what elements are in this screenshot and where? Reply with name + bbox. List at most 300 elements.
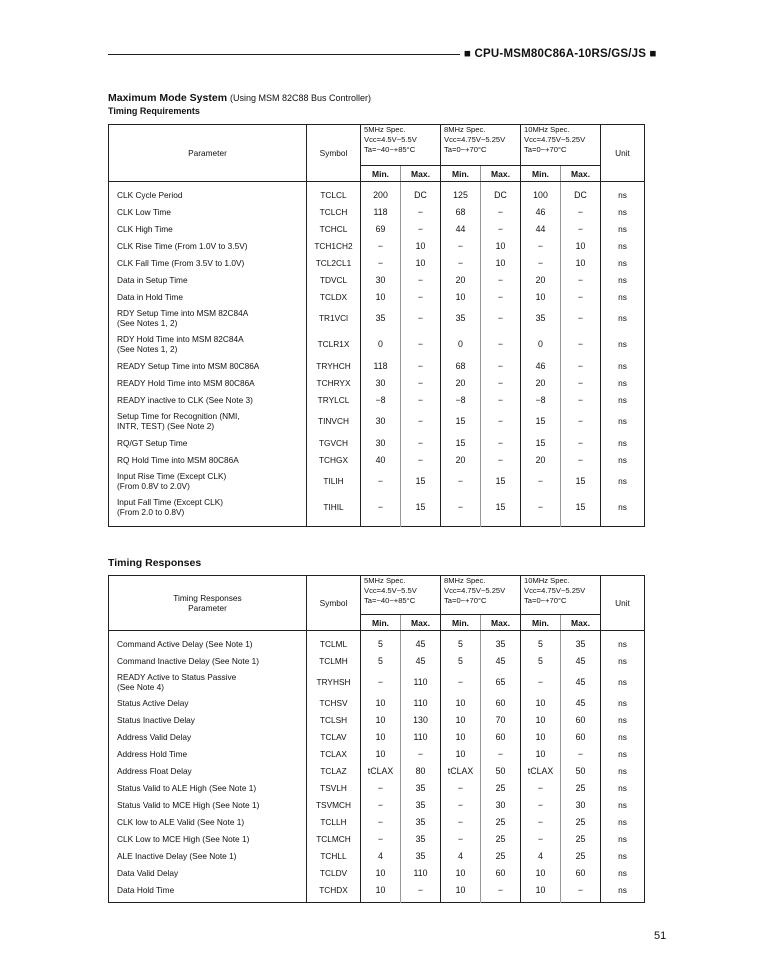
min-value-cell: 10 xyxy=(441,288,481,305)
parameter-cell xyxy=(109,468,307,494)
min-value-cell: 30 xyxy=(361,374,401,391)
spacer-cell xyxy=(401,898,441,903)
min-value-cell: 10 xyxy=(521,694,561,711)
symbol-cell: TCHDX xyxy=(307,881,361,898)
min-value-cell: − xyxy=(441,494,481,520)
spec-line: Ta=0~+70°C xyxy=(524,145,567,154)
max-header: Max. xyxy=(401,166,441,182)
max-value-cell: − xyxy=(401,881,441,898)
min-value-cell: 5 xyxy=(361,635,401,652)
parameter-cell xyxy=(109,288,307,305)
max-value-cell: − xyxy=(481,305,521,331)
max-value-cell: 130 xyxy=(401,711,441,728)
max-value-cell: 35 xyxy=(401,779,441,796)
symbol-cell: TDVCL xyxy=(307,271,361,288)
max-value-cell: 60 xyxy=(481,864,521,881)
spacer-cell xyxy=(481,520,521,527)
unit-cell: ns xyxy=(618,454,627,465)
max-value-cell: − xyxy=(481,203,521,220)
min-value-cell: 4 xyxy=(361,847,401,864)
parameter-cell xyxy=(109,357,307,374)
max-value-cell: − xyxy=(401,451,441,468)
symbol-cell: TIHIL xyxy=(307,494,361,520)
min-value-cell: 35 xyxy=(361,305,401,331)
max-value-cell: − xyxy=(561,203,601,220)
min-value-cell: 15 xyxy=(441,434,481,451)
page-number: 51 xyxy=(654,930,667,942)
spec-line: Vcc=4.5V~5.5V xyxy=(364,135,417,144)
symbol-cell: TCHCL xyxy=(307,220,361,237)
parameter-text: Data in Hold Time xyxy=(117,291,183,302)
symbol-cell: TCLCL xyxy=(307,186,361,203)
table-row xyxy=(109,434,645,451)
parameter-cell xyxy=(109,779,307,796)
unit-cell: ns xyxy=(618,437,627,448)
spacer-cell xyxy=(601,520,645,527)
max-value-cell: − xyxy=(401,408,441,434)
table-row xyxy=(109,451,645,468)
min-value-cell: 125 xyxy=(441,186,481,203)
parameter-cell xyxy=(109,652,307,669)
spec-line: 10MHz Spec. xyxy=(524,125,570,134)
min-value-cell: − xyxy=(361,669,401,694)
min-value-cell: 10 xyxy=(361,728,401,745)
symbol-cell: TCHLL xyxy=(307,847,361,864)
table-row xyxy=(109,357,645,374)
spec-header-8mhz xyxy=(441,125,521,166)
min-value-cell: 69 xyxy=(361,220,401,237)
min-value-cell: 118 xyxy=(361,203,401,220)
max-value-cell: 35 xyxy=(401,813,441,830)
spacer-cell xyxy=(361,898,401,903)
min-value-cell: tCLAX xyxy=(361,762,401,779)
min-value-cell: − xyxy=(441,779,481,796)
parameter-text: RQ/GT Setup Time xyxy=(117,437,188,448)
max-value-cell: 25 xyxy=(561,813,601,830)
max-header: Max. xyxy=(481,615,521,631)
timing-responses-table xyxy=(108,575,645,903)
max-value-cell: − xyxy=(481,408,521,434)
spec-line: Vcc=4.5V~5.5V xyxy=(364,586,417,595)
parameter-text: (From 0.8V to 2.0V) xyxy=(117,481,190,491)
max-value-cell: − xyxy=(401,220,441,237)
symbol-cell: TCLDX xyxy=(307,288,361,305)
table-row xyxy=(109,468,645,494)
max-value-cell: − xyxy=(481,881,521,898)
max-value-cell: − xyxy=(401,391,441,408)
max-value-cell: − xyxy=(481,271,521,288)
min-value-cell: − xyxy=(521,254,561,271)
max-value-cell: − xyxy=(481,391,521,408)
parameter-cell xyxy=(109,451,307,468)
min-value-cell: 15 xyxy=(521,408,561,434)
min-value-cell: − xyxy=(361,796,401,813)
timing-requirements-table xyxy=(108,124,645,527)
max-header: Max. xyxy=(401,615,441,631)
section-title-note: (Using MSM 82C88 Bus Controller) xyxy=(229,93,372,103)
unit-cell: ns xyxy=(618,850,627,861)
max-value-cell: 35 xyxy=(481,635,521,652)
spacer-cell xyxy=(441,520,481,527)
max-value-cell: 15 xyxy=(481,494,521,520)
max-value-cell: − xyxy=(561,357,601,374)
parameter-text: CLK Fall Time (From 3.5V to 1.0V) xyxy=(117,257,245,268)
unit-cell: ns xyxy=(618,655,627,666)
max-value-cell: − xyxy=(561,220,601,237)
max-value-cell: 25 xyxy=(561,847,601,864)
min-value-cell: 100 xyxy=(521,186,561,203)
min-value-cell: 0 xyxy=(361,331,401,357)
max-value-cell: − xyxy=(561,374,601,391)
parameter-cell xyxy=(109,237,307,254)
symbol-cell: TCLLH xyxy=(307,813,361,830)
min-value-cell: 30 xyxy=(361,434,401,451)
max-value-cell: − xyxy=(561,288,601,305)
max-value-cell: − xyxy=(401,271,441,288)
symbol-cell: TSVMCH xyxy=(307,796,361,813)
min-value-cell: − xyxy=(361,254,401,271)
unit-header: Unit xyxy=(601,576,645,631)
parameter-text: READY Active to Status Passive xyxy=(117,671,237,682)
spec-header-8mhz xyxy=(441,576,521,615)
unit-cell: ns xyxy=(618,257,627,268)
min-header: Min. xyxy=(521,166,561,182)
min-value-cell: 20 xyxy=(521,451,561,468)
table-row xyxy=(109,374,645,391)
spacer-cell xyxy=(307,898,361,903)
min-value-cell: 46 xyxy=(521,203,561,220)
parameter-cell xyxy=(109,331,307,357)
unit-cell: ns xyxy=(618,638,627,649)
max-value-cell: 45 xyxy=(481,652,521,669)
unit-cell: ns xyxy=(618,731,627,742)
min-header: Min. xyxy=(441,615,481,631)
parameter-cell xyxy=(109,796,307,813)
min-value-cell: − xyxy=(521,237,561,254)
max-value-cell: 45 xyxy=(561,669,601,694)
min-value-cell: 200 xyxy=(361,186,401,203)
min-value-cell: 4 xyxy=(521,847,561,864)
max-value-cell: 110 xyxy=(401,728,441,745)
min-value-cell: 20 xyxy=(521,271,561,288)
unit-cell: ns xyxy=(618,782,627,793)
unit-cell: ns xyxy=(618,697,627,708)
min-value-cell: − xyxy=(441,237,481,254)
table-row xyxy=(109,271,645,288)
max-value-cell: 15 xyxy=(481,468,521,494)
table-row xyxy=(109,652,645,669)
spec-line: 8MHz Spec. xyxy=(444,125,486,134)
parameter-text: Status Valid to MCE High (See Note 1) xyxy=(117,799,260,810)
table-row xyxy=(109,779,645,796)
min-value-cell: 10 xyxy=(521,288,561,305)
symbol-cell: TCLML xyxy=(307,635,361,652)
max-value-cell: 70 xyxy=(481,711,521,728)
section-title-text: Maximum Mode System xyxy=(108,92,228,104)
param-header: Parameter xyxy=(109,125,307,182)
symbol-cell: TGVCH xyxy=(307,434,361,451)
max-value-cell: DC xyxy=(561,186,601,203)
max-value-cell: 35 xyxy=(401,796,441,813)
min-value-cell: 10 xyxy=(361,881,401,898)
table-row xyxy=(109,391,645,408)
parameter-text: RQ Hold Time into MSM 80C86A xyxy=(117,454,239,465)
min-value-cell: 0 xyxy=(441,331,481,357)
max-value-cell: 60 xyxy=(561,728,601,745)
min-value-cell: 20 xyxy=(441,374,481,391)
table-row xyxy=(109,847,645,864)
unit-cell: ns xyxy=(618,765,627,776)
unit-cell: ns xyxy=(618,377,627,388)
param-header xyxy=(109,576,307,631)
spec-line: 10MHz Spec. xyxy=(524,576,570,585)
unit-cell: ns xyxy=(618,867,627,878)
table-row xyxy=(109,635,645,652)
symbol-cell: TRYHSH xyxy=(307,669,361,694)
min-value-cell: − xyxy=(361,830,401,847)
min-value-cell: − xyxy=(361,779,401,796)
max-value-cell: 25 xyxy=(481,779,521,796)
spacer-cell xyxy=(561,898,601,903)
symbol-cell: TCHRYX xyxy=(307,374,361,391)
symbol-cell: TCHGX xyxy=(307,451,361,468)
max-value-cell: 50 xyxy=(561,762,601,779)
max-value-cell: 30 xyxy=(481,796,521,813)
symbol-cell: TCLMH xyxy=(307,652,361,669)
min-value-cell: 30 xyxy=(361,271,401,288)
max-value-cell: DC xyxy=(481,186,521,203)
min-value-cell: 40 xyxy=(361,451,401,468)
parameter-text: Address Hold Time xyxy=(117,748,188,759)
min-value-cell: 10 xyxy=(441,881,481,898)
parameter-cell xyxy=(109,220,307,237)
min-value-cell: 5 xyxy=(521,652,561,669)
max-value-cell: 15 xyxy=(561,494,601,520)
spec-line: 8MHz Spec. xyxy=(444,576,486,585)
symbol-cell: TCLSH xyxy=(307,711,361,728)
min-value-cell: − xyxy=(361,494,401,520)
symbol-cell: TRYLCL xyxy=(307,391,361,408)
parameter-text: CLK low to ALE Valid (See Note 1) xyxy=(117,816,245,827)
symbol-cell: TCLDV xyxy=(307,864,361,881)
min-value-cell: 35 xyxy=(441,305,481,331)
parameter-text: Setup Time for Recognition (NMI, xyxy=(117,411,240,421)
parameter-text: (From 2.0 to 0.8V) xyxy=(117,507,185,517)
min-value-cell: 5 xyxy=(361,652,401,669)
table-row xyxy=(109,864,645,881)
spec-line: Ta=−40~+85°C xyxy=(364,596,416,605)
max-value-cell: − xyxy=(481,451,521,468)
max-value-cell: 45 xyxy=(561,652,601,669)
max-value-cell: 10 xyxy=(561,254,601,271)
table-row xyxy=(109,745,645,762)
max-value-cell: 10 xyxy=(561,237,601,254)
unit-header: Unit xyxy=(601,125,645,182)
max-value-cell: 45 xyxy=(401,635,441,652)
max-value-cell: − xyxy=(561,408,601,434)
table-row xyxy=(109,711,645,728)
max-value-cell: DC xyxy=(401,186,441,203)
spec-line: 5MHz Spec. xyxy=(364,576,406,585)
spec-line: Vcc=4.75V~5.25V xyxy=(524,135,586,144)
min-value-cell: − xyxy=(441,796,481,813)
table-row xyxy=(109,254,645,271)
symbol-cell: TCHSV xyxy=(307,694,361,711)
spacer-cell xyxy=(441,898,481,903)
header-rule xyxy=(108,54,460,55)
max-value-cell: 15 xyxy=(401,468,441,494)
min-value-cell: 5 xyxy=(521,635,561,652)
max-value-cell: − xyxy=(481,357,521,374)
max-value-cell: − xyxy=(481,220,521,237)
max-value-cell: 45 xyxy=(561,694,601,711)
parameter-text: Command Inactive Delay (See Note 1) xyxy=(117,655,260,666)
max-value-cell: 50 xyxy=(481,762,521,779)
min-value-cell: 44 xyxy=(521,220,561,237)
table-row xyxy=(109,494,645,520)
parameter-cell xyxy=(109,374,307,391)
max-value-cell: 10 xyxy=(401,254,441,271)
min-value-cell: 10 xyxy=(441,864,481,881)
parameter-cell xyxy=(109,881,307,898)
unit-cell: ns xyxy=(618,274,627,285)
symbol-cell: TCL2CL1 xyxy=(307,254,361,271)
parameter-cell xyxy=(109,408,307,434)
max-value-cell: 35 xyxy=(401,847,441,864)
min-value-cell: 68 xyxy=(441,357,481,374)
unit-cell: ns xyxy=(618,799,627,810)
unit-cell: ns xyxy=(618,339,627,349)
max-value-cell: − xyxy=(401,357,441,374)
symbol-cell: TINVCH xyxy=(307,408,361,434)
min-value-cell: − xyxy=(521,669,561,694)
parameter-text: CLK Cycle Period xyxy=(117,189,183,200)
min-value-cell: 15 xyxy=(521,434,561,451)
parameter-cell xyxy=(109,711,307,728)
min-value-cell: −8 xyxy=(521,391,561,408)
max-value-cell: 25 xyxy=(561,779,601,796)
min-value-cell: −8 xyxy=(441,391,481,408)
max-value-cell: 10 xyxy=(401,237,441,254)
max-header: Max. xyxy=(481,166,521,182)
max-value-cell: 35 xyxy=(401,830,441,847)
min-value-cell: − xyxy=(521,830,561,847)
parameter-cell xyxy=(109,864,307,881)
section-title-timing-responses: Timing Responses xyxy=(108,557,202,569)
min-value-cell: 5 xyxy=(441,652,481,669)
max-value-cell: − xyxy=(401,331,441,357)
table-row xyxy=(109,669,645,694)
max-value-cell: − xyxy=(481,434,521,451)
min-header: Min. xyxy=(361,615,401,631)
spec-line: Ta=0~+70°C xyxy=(524,596,567,605)
spec-line: Ta=0~+70°C xyxy=(444,596,487,605)
max-value-cell: 15 xyxy=(401,494,441,520)
min-value-cell: − xyxy=(521,779,561,796)
min-value-cell: − xyxy=(441,813,481,830)
parameter-cell xyxy=(109,830,307,847)
min-value-cell: 10 xyxy=(361,711,401,728)
symbol-cell: TCLAZ xyxy=(307,762,361,779)
spec-line: Vcc=4.75V~5.25V xyxy=(524,586,586,595)
max-value-cell: − xyxy=(561,305,601,331)
unit-cell: ns xyxy=(618,360,627,371)
unit-cell: ns xyxy=(618,223,627,234)
parameter-cell xyxy=(109,494,307,520)
min-value-cell: 10 xyxy=(361,694,401,711)
min-value-cell: − xyxy=(441,669,481,694)
min-header: Min. xyxy=(441,166,481,182)
parameter-cell xyxy=(109,434,307,451)
unit-cell: ns xyxy=(618,833,627,844)
min-value-cell: 10 xyxy=(361,745,401,762)
min-value-cell: − xyxy=(521,468,561,494)
table-row xyxy=(109,186,645,203)
min-value-cell: 10 xyxy=(521,728,561,745)
page-header-title: ■ CPU-MSM80C86A-10RS/GS/JS ■ xyxy=(464,48,657,60)
param-header-line: Parameter xyxy=(188,603,227,613)
min-value-cell: 35 xyxy=(521,305,561,331)
parameter-text: Input Fall Time (Except CLK) xyxy=(117,497,224,507)
parameter-cell xyxy=(109,728,307,745)
parameter-text: Data Valid Delay xyxy=(117,867,179,878)
spacer-cell xyxy=(561,520,601,527)
min-value-cell: 5 xyxy=(441,635,481,652)
param-header-line: Timing Responses xyxy=(173,593,242,603)
min-value-cell: 10 xyxy=(441,745,481,762)
max-value-cell: − xyxy=(481,374,521,391)
min-value-cell: 68 xyxy=(441,203,481,220)
spacer-cell xyxy=(521,898,561,903)
min-value-cell: 10 xyxy=(441,694,481,711)
parameter-cell xyxy=(109,271,307,288)
max-value-cell: 80 xyxy=(401,762,441,779)
max-value-cell: − xyxy=(561,434,601,451)
spacer-cell xyxy=(307,520,361,527)
unit-cell: ns xyxy=(618,240,627,251)
parameter-cell xyxy=(109,762,307,779)
parameter-text: (See Note 4) xyxy=(117,681,165,692)
max-value-cell: 30 xyxy=(561,796,601,813)
spec-header-10mhz xyxy=(521,125,601,166)
max-value-cell: 60 xyxy=(481,694,521,711)
symbol-cell: TILIH xyxy=(307,468,361,494)
min-value-cell: 15 xyxy=(441,408,481,434)
spacer-cell xyxy=(601,898,645,903)
unit-cell: ns xyxy=(618,394,627,405)
max-value-cell: 65 xyxy=(481,669,521,694)
min-value-cell: − xyxy=(361,813,401,830)
min-value-cell: 20 xyxy=(521,374,561,391)
max-value-cell: 25 xyxy=(481,813,521,830)
max-value-cell: − xyxy=(401,374,441,391)
spec-header-5mhz xyxy=(361,125,441,166)
max-value-cell: 35 xyxy=(561,635,601,652)
table-row xyxy=(109,813,645,830)
min-value-cell: 10 xyxy=(521,711,561,728)
max-value-cell: − xyxy=(481,331,521,357)
min-value-cell: 10 xyxy=(361,864,401,881)
max-value-cell: 25 xyxy=(561,830,601,847)
max-value-cell: 15 xyxy=(561,468,601,494)
min-value-cell: − xyxy=(441,254,481,271)
parameter-cell xyxy=(109,305,307,331)
spacer-cell xyxy=(109,520,307,527)
subtitle-timing-requirements: Timing Requirements xyxy=(108,106,200,116)
symbol-cell: TCLCH xyxy=(307,203,361,220)
table-row xyxy=(109,203,645,220)
parameter-cell xyxy=(109,391,307,408)
